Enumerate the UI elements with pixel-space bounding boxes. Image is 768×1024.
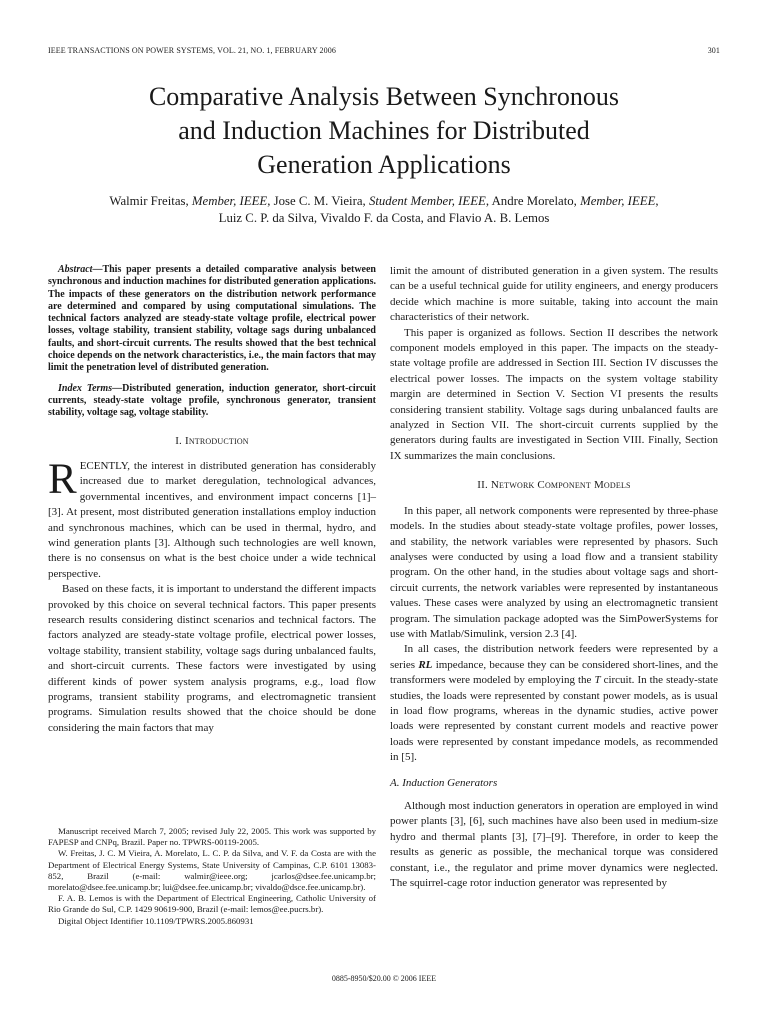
abstract-label: Abstract <box>58 264 93 275</box>
title-line-3: Generation Applications <box>257 150 511 179</box>
journal-name: IEEE TRANSACTIONS ON POWER SYSTEMS, VOL. 21, NO. 1, FEBRUARY 2006 <box>48 46 336 55</box>
rl-symbol: RL <box>418 658 433 671</box>
footnotes <box>48 826 376 927</box>
index-terms-text: —Distributed generation, induction generator, short-circuit currents, steady-state voltage profile, synchronous generator, transient stability, voltage sag, voltage stability. <box>48 382 376 419</box>
footnote-doi: Digital Object Identifier 10.1109/TPWRS.2005.860931 <box>58 915 254 926</box>
copyright-footer: 0885-8950/$20.00 © 2006 IEEE <box>331 974 437 983</box>
left-column <box>48 264 376 736</box>
author-list <box>60 193 708 227</box>
section-heading-introduction <box>48 434 376 449</box>
t-symbol: T <box>594 674 601 687</box>
intro-paragraph-2: Based on these facts, it is important to understand the different impacts provoked by this choice on several technical factors. This paper presents research results considering distinct scenarios and technical factors. The factors analyzed are steady-state voltage profile, electrical power losses, voltage stability, transient stability, voltage sags during unbalanced faults, and short-circuit currents. These factors were investigated by using different kinds of power system analysis programs, e.g., load flow programs, transient stability programs, and electromagnetic transient programs. Simulation results showed that the choice should be done considering the main factors that may <box>48 583 376 734</box>
abstract-text: —This paper presents a detailed comparative analysis between synchronous and induction machines for distributed generation applications. The impacts of these generators on the distribution network performance are determined and compared by using computational simulations. The technical factors analyzed are steady-state voltage profile, electrical power losses, voltage stability, transient stability, voltage sags during unbalanced faults, and short-circuit currents. The results showed that the best technical choice depends on the network characteristics, i.e., the main factors that may limit the penetration level of distributed generation. <box>48 264 377 374</box>
author-role: Member, IEEE <box>191 194 268 208</box>
author-text: Walmir Freitas, <box>109 194 192 208</box>
section-heading-network <box>390 478 718 493</box>
right-column <box>390 264 718 891</box>
induction-paragraph-1: Although most induction generators in operation are employed in wind power plants [3], [6], such machines have also been used in medium-size hydro and thermal plants [3], [7]–[9]. Therefore, in order to keep the results as generic as possible, the mechanical torque was considered constant, i.e., the regulator and prime mover dynamics were neglected. The squirrel-cage rotor induction generator was represented by <box>390 800 718 890</box>
author-text: , <box>655 194 659 208</box>
section-number: II. <box>477 479 491 492</box>
intro-paragraph-1-text: ECENTLY, the interest in distributed generation has considerably increased due to market deregulation, technological advances, governmental incentives, and environment impact concerns [1]–[3]. At present, most distributed generation installations employ induction and synchronous machines, which can be used in thermal, hydro, and wind generation plants [3]. Although such technologies are well known, there is no consensus on what is the best choice under a wide technical perspective. <box>48 459 376 580</box>
network-text: In all cases, the distribution network feeders were represented by a series <box>390 643 718 671</box>
footnote-affiliation-1: W. Freitas, J. C. M Vieira, A. Morelato, L. C. P. da Silva, and V. F. da Costa are with the Department of Electrical Energy Systems, State University of Campinas, C.P. 6101 13083-852, Brazil (e-mail: walmir@ieee.org; jcarlos@dsee.fee.unicamp.br; morelato@dsee.fee.unicamp.br; lui@dsee.fee.unicamp.br; vivaldo@dsce.fee.unicamp.br). <box>48 848 376 893</box>
network-text: circuit. In the steady-state studies, the loads were represented by constant power models, as is usual in load flow programs, whereas in the dynamic studies, active power loads were represented by constant current models and reactive power loads were represented by constant impedance models, as recommended in [5]. <box>390 674 718 764</box>
author-line-2: Luiz C. P. da Silva, Vivaldo F. da Costa, and Flavio A. B. Lemos <box>218 211 550 225</box>
network-paragraph-1: In this paper, all network components were represented by three-phase models. In the studies about steady-state voltage profiles, power losses, and stability, the network variables were represented by phasors. Such analyses were conducted by using a load flow and a transient stability program. On the other hand, in the studies about voltage sags and short-circuit currents, the network variables were represented by instantaneous values. These cases were analyzed by using an electromagnetic transient program. The simulation package adopted was the SimPowerSystems for use with Matlab/Simulink, version 2.3 [4]. <box>390 504 718 640</box>
paper-title <box>60 80 708 182</box>
intro-paragraph-1 <box>48 455 376 582</box>
title-line-2: and Induction Machines for Distributed <box>178 116 590 145</box>
author-text: , Andre Morelato, <box>485 194 581 208</box>
section-title: Introduction <box>184 434 249 447</box>
footnote-manuscript: Manuscript received March 7, 2005; revised July 22, 2005. This work was supported by FAPESP and CNPq, Brazil. Paper no. TPWRS-00119-2005. <box>48 826 376 848</box>
intro-paragraph-2-continued: limit the amount of distributed generation in a given system. The results can be a useful technical guide for utility engineers, and energy producers decide which machine is more suitable, taking into account the main characteristics of their network. <box>390 265 718 324</box>
author-text: , Jose C. M. Vieira, <box>267 194 369 208</box>
section-number: I. <box>175 434 185 447</box>
footnote-affiliation-2: F. A. B. Lemos is with the Department of Electrical Engineering, Catholic University of Rio Grande do Sul, C.P. 1429 90619-900, Brazil (e-mail: lemos@ee.pucrs.br). <box>48 893 376 915</box>
index-terms <box>48 383 376 420</box>
author-role: Member, IEEE <box>580 194 656 208</box>
network-text: impedance, because they can be considered short-lines, and the transformers were modeled by employing the <box>390 658 718 687</box>
page-number: 301 <box>707 46 720 55</box>
drop-cap: R <box>48 455 77 503</box>
author-role: Student Member, IEEE <box>368 194 486 208</box>
title-line-1: Comparative Analysis Between Synchronous <box>148 82 620 111</box>
section-title: Network Component Models <box>490 479 631 492</box>
index-terms-label: Index Terms <box>58 382 113 394</box>
network-paragraph-2 <box>390 642 718 765</box>
intro-paragraph-3: This paper is organized as follows. Section II describes the network component models employed in this paper. The impacts on the steady-state voltage profile are addressed in Section III. Section IV discusses the electrical power losses. The impacts on the system voltage stability margin are determined in Section V. Section VI presents the results considering transient stability. Voltage sags during unbalanced faults are analyzed in Section VII. The short-circuit currents supplied by the generators during faults are investigated in Section VIII. Finally, Section IX summarizes the main conclusions. <box>390 326 718 462</box>
subsection-heading-induction: A. Induction Generators <box>390 776 498 789</box>
abstract <box>48 264 376 375</box>
